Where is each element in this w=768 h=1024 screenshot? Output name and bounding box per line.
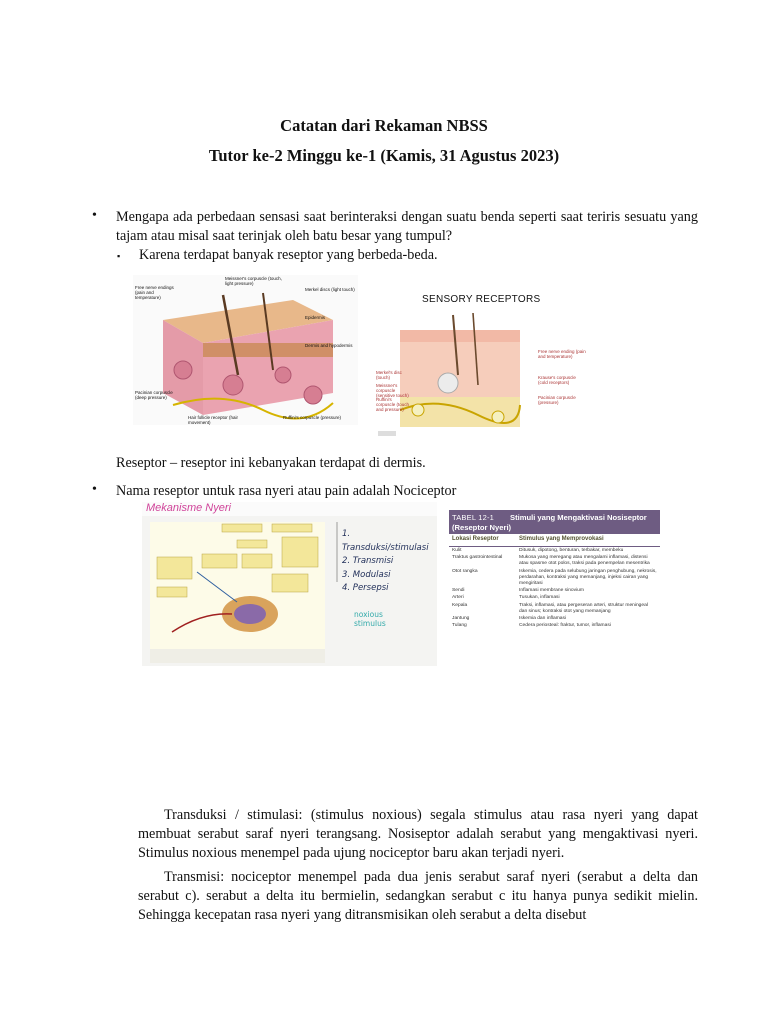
sub-bullet-marker: ▪ bbox=[117, 251, 121, 261]
table-row bbox=[449, 603, 660, 616]
table-cell-location: Traktus gastrointestinal bbox=[452, 555, 503, 561]
table-cell-stimulus: Inflamasi membrane sinovium bbox=[519, 588, 584, 594]
pain-mechanism-figure bbox=[142, 502, 437, 666]
sensory-heading: SENSORY RECEPTORS bbox=[422, 294, 541, 305]
table-cell-location: Sendi bbox=[452, 588, 465, 594]
table-code: TABEL 12-1 bbox=[452, 513, 495, 522]
sensory-receptors-figure bbox=[378, 285, 586, 438]
table-cell-stimulus: Iskemia dan inflamasi bbox=[519, 616, 567, 622]
mechanism-step-1: 1. Transduksi/stimulasi bbox=[342, 529, 429, 553]
bullet-marker: • bbox=[92, 208, 97, 223]
table-cell-location: Otot rangka bbox=[452, 568, 478, 574]
table-col-header-location: Lokasi Reseptor bbox=[452, 536, 499, 542]
skin-label-hair-follicle: Hair follicle receptor (hair movement) bbox=[188, 415, 239, 425]
table-cell-stimulus: Ditusuk, dipotong, benturan, terbakar, membeku bbox=[519, 548, 624, 553]
bullet-marker: • bbox=[92, 482, 97, 497]
skin-label-ruffini: Ruffini's corpuscle (pressure) bbox=[283, 415, 342, 420]
sensory-label-pacinian: Pacinian corpuscle (pressure) bbox=[538, 395, 576, 405]
skin-receptors-figure bbox=[133, 275, 358, 425]
mechanism-step-2: 2. Transmisi bbox=[342, 556, 394, 566]
table-row bbox=[449, 595, 660, 602]
noxious-stimulus-note: noxious stimulus bbox=[354, 610, 386, 628]
transduction-paragraph: Transduksi / stimulasi: (stimulus noxious) segala stimulus atau rasa nyeri yang dapat membuat serabut saraf nyeri terangsang. Nosiseptor adalah serabut yang mengaktivasi nyeri. Stimulus noxious menempel pada ujung nociceptor baru akan terjadi nyeri. bbox=[138, 807, 698, 861]
skin-label-merkel: Merkel discs (light touch) bbox=[305, 287, 355, 292]
skin-label-pacinian: Pacinian corpuscle (deep pressure) bbox=[135, 390, 173, 400]
skin-label-free-nerve: Free nerve endings (pain and temperature) bbox=[135, 285, 174, 300]
nociceptor-text: Nama reseptor untuk rasa nyeri atau pain adalah Nociceptor bbox=[116, 483, 457, 499]
answer-text: Karena terdapat banyak reseptor yang berbeda-beda. bbox=[139, 247, 438, 263]
table-cell-stimulus: Mukosa yang meregang atau mengalami inflamasi, distensi atau spasme otot polos, traksi pada penempelan mesentrika bbox=[519, 555, 650, 567]
table-cell-location: Jantung bbox=[452, 616, 470, 622]
table-cell-location: Kulit bbox=[452, 548, 462, 553]
skin-label-dermis: Dermis and hypodermis bbox=[305, 343, 353, 348]
table-cell-location: Arteri bbox=[452, 595, 464, 601]
table-col-header-stimulus: Stimulus yang Memprovokasi bbox=[519, 536, 604, 542]
table-row bbox=[449, 555, 660, 568]
table-cell-stimulus: Traksi, inflamasi, atau pergeseran arteri, struktur meningeal dan sinus; kontraksi otot yang memanjang bbox=[519, 602, 648, 614]
table-cell-location: Tulang bbox=[452, 623, 467, 629]
document-subtitle: Tutor ke-2 Minggu ke-1 (Kamis, 31 Agustus 2023) bbox=[208, 146, 560, 165]
table-cell-stimulus: Tusukan, inflamasi bbox=[519, 595, 560, 601]
skin-label-epidermis: Epidermis bbox=[305, 315, 326, 320]
nociceptor-stimuli-table bbox=[449, 510, 660, 667]
question-text: Mengapa ada perbedaan sensasi saat berinteraksi dengan suatu benda seperti saat teriris sesuatu yang tajam atau misal saat terinjak oleh batu besar yang tumpul? bbox=[116, 209, 698, 244]
table-row bbox=[449, 569, 660, 589]
mechanism-step-4: 4. Persepsi bbox=[342, 583, 389, 593]
table-cell-stimulus: Iskemia, cedera pada selubung jaringan penghubung, nekrosis, perdarahan, kontraksi yang memanjang, injeksi cairan yang mengiritasi bbox=[519, 568, 657, 587]
mechanism-step-3: 3. Modulasi bbox=[342, 569, 391, 580]
document-title: Catatan dari Rekaman NBSS bbox=[280, 116, 488, 135]
mechanism-heading: Mekanisme Nyeri bbox=[146, 502, 231, 514]
transmission-paragraph: Transmisi: nociceptor menempel pada dua jenis serabut saraf nyeri (serabut a delta dan serabut c). serabut a delta itu bermielin, sedangkan serabut c itu hanya punya sedikit mielin. Sehingga kecepatan rasa nyeri yang ditransmisikan oleh serabut a delta disebut bbox=[138, 869, 698, 923]
sensory-label-free-nerve: Free nerve ending (pain and temperature) bbox=[538, 349, 586, 359]
table-row bbox=[449, 623, 660, 630]
skin-label-meissner: Meissner's corpuscle (touch, light pressure) bbox=[225, 276, 282, 286]
sensory-label-ruffini: Ruffini's corpuscle (touch and pressure) bbox=[376, 397, 410, 412]
table-cell-location: Kepala bbox=[452, 602, 468, 608]
table-title: Stimuli yang Mengaktivasi Nosiseptor (Reseptor Nyeri) bbox=[452, 513, 647, 532]
table-cell-stimulus: Cedera periosteal: fraktur, tumor, inflamasi bbox=[519, 623, 611, 629]
sensory-label-merkel: Merkel's disc (touch) bbox=[376, 370, 402, 380]
sensory-label-meissner: Meissner's corpuscle (sensitive touch) bbox=[376, 383, 409, 398]
receptor-location-text: Reseptor – reseptor ini kebanyakan terdapat di dermis. bbox=[116, 455, 426, 471]
sensory-label-krause: Krause's corpuscle (cold receptors) bbox=[538, 375, 576, 385]
